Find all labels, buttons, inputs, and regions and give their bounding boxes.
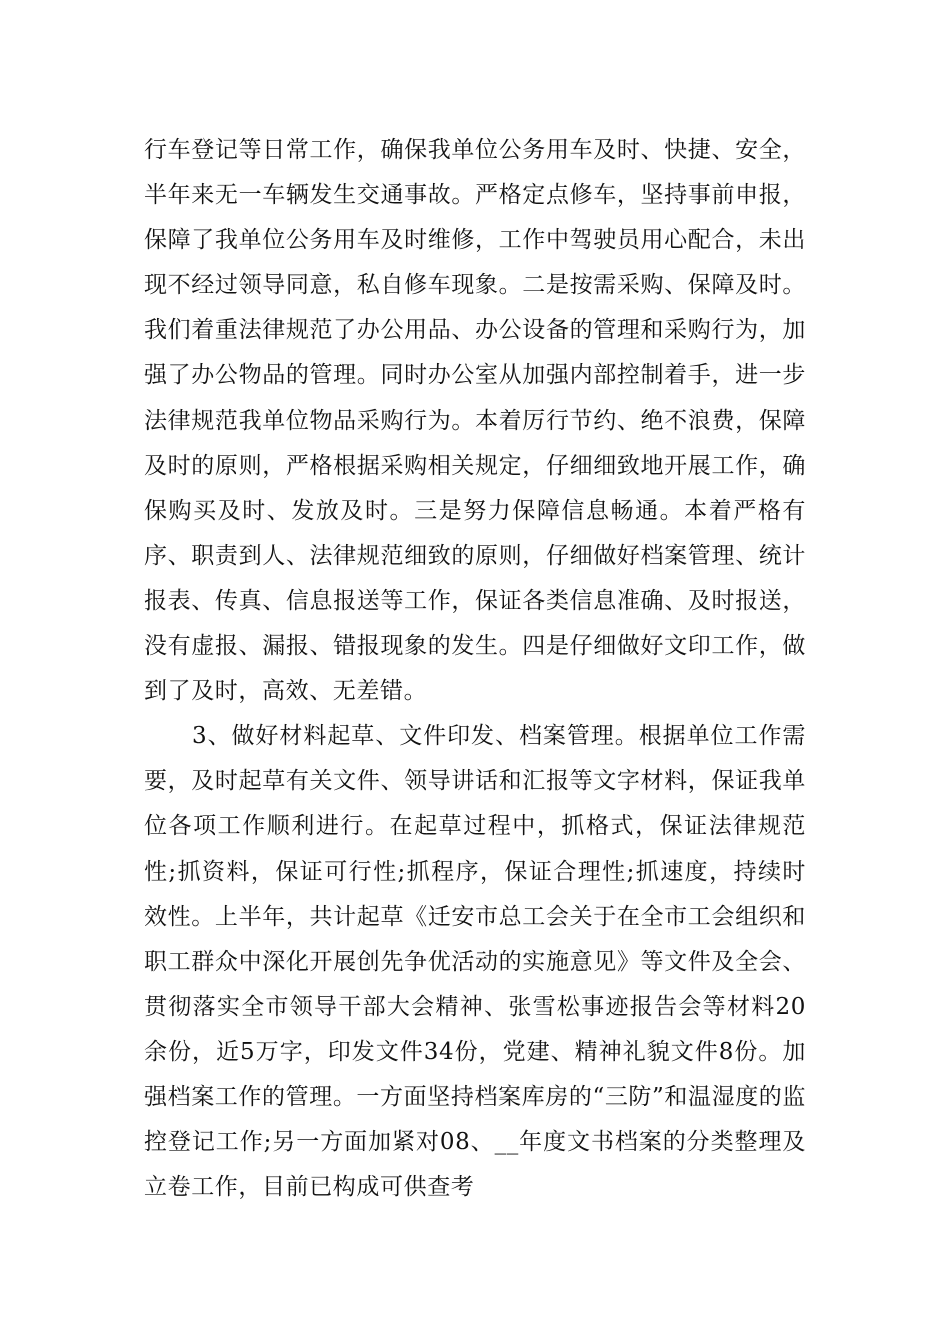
body-paragraph-drafting-archives: 3、做好材料起草、文件印发、档案管理。根据单位工作需要，及时起草有关文件、领导讲话和汇报等文字材料，保证我单位各项工作顺利进行。在起草过程中，抓格式，保证法律规范性;抓资料，保证可行性;抓程序，保证合理性;抓速度，持续时效性。上半年，共计起草《迁安市总工会关于在全市工会组织和职工群众中深化开展创先争优活动的实施意见》等文件及全会、贯彻落实全市领导干部大会精神、张雪松事迹报告会等材料20余份，近5万字，印发文件34份，党建、精神礼貌文件8份。加强档案工作的管理。一方面坚持档案库房的“三防”和温湿度的监控登记工作;另一方面加紧对08、__年度文书档案的分类整理及立卷工作，目前已构成可供查考 [144, 723, 806, 1201]
document-page [144, 128, 806, 1210]
body-paragraph-vehicle-procurement: 行车登记等日常工作，确保我单位公务用车及时、快捷、安全，半年来无一车辆发生交通事故。严格定点修车，坚持事前申报，保障了我单位公务用车及时维修，工作中驾驶员用心配合，未出现不经过领导同意，私自修车现象。二是按需采购、保障及时。我们着重法律规范了办公用品、办公设备的管理和采购行为，加强了办公物品的管理。同时办公室从加强内部控制着手，进一步法律规范我单位物品采购行为。本着厉行节约、绝不浪费，保障及时的原则，严格根据采购相关规定，仔细细致地开展工作，确保购买及时、发放及时。三是努力保障信息畅通。本着严格有序、职责到人、法律规范细致的原则，仔细做好档案管理、统计报表、传真、信息报送等工作，保证各类信息准确、及时报送，没有虚报、漏报、错报现象的发生。四是仔细做好文印工作，做到了及时，高效、无差错。 [144, 137, 806, 705]
